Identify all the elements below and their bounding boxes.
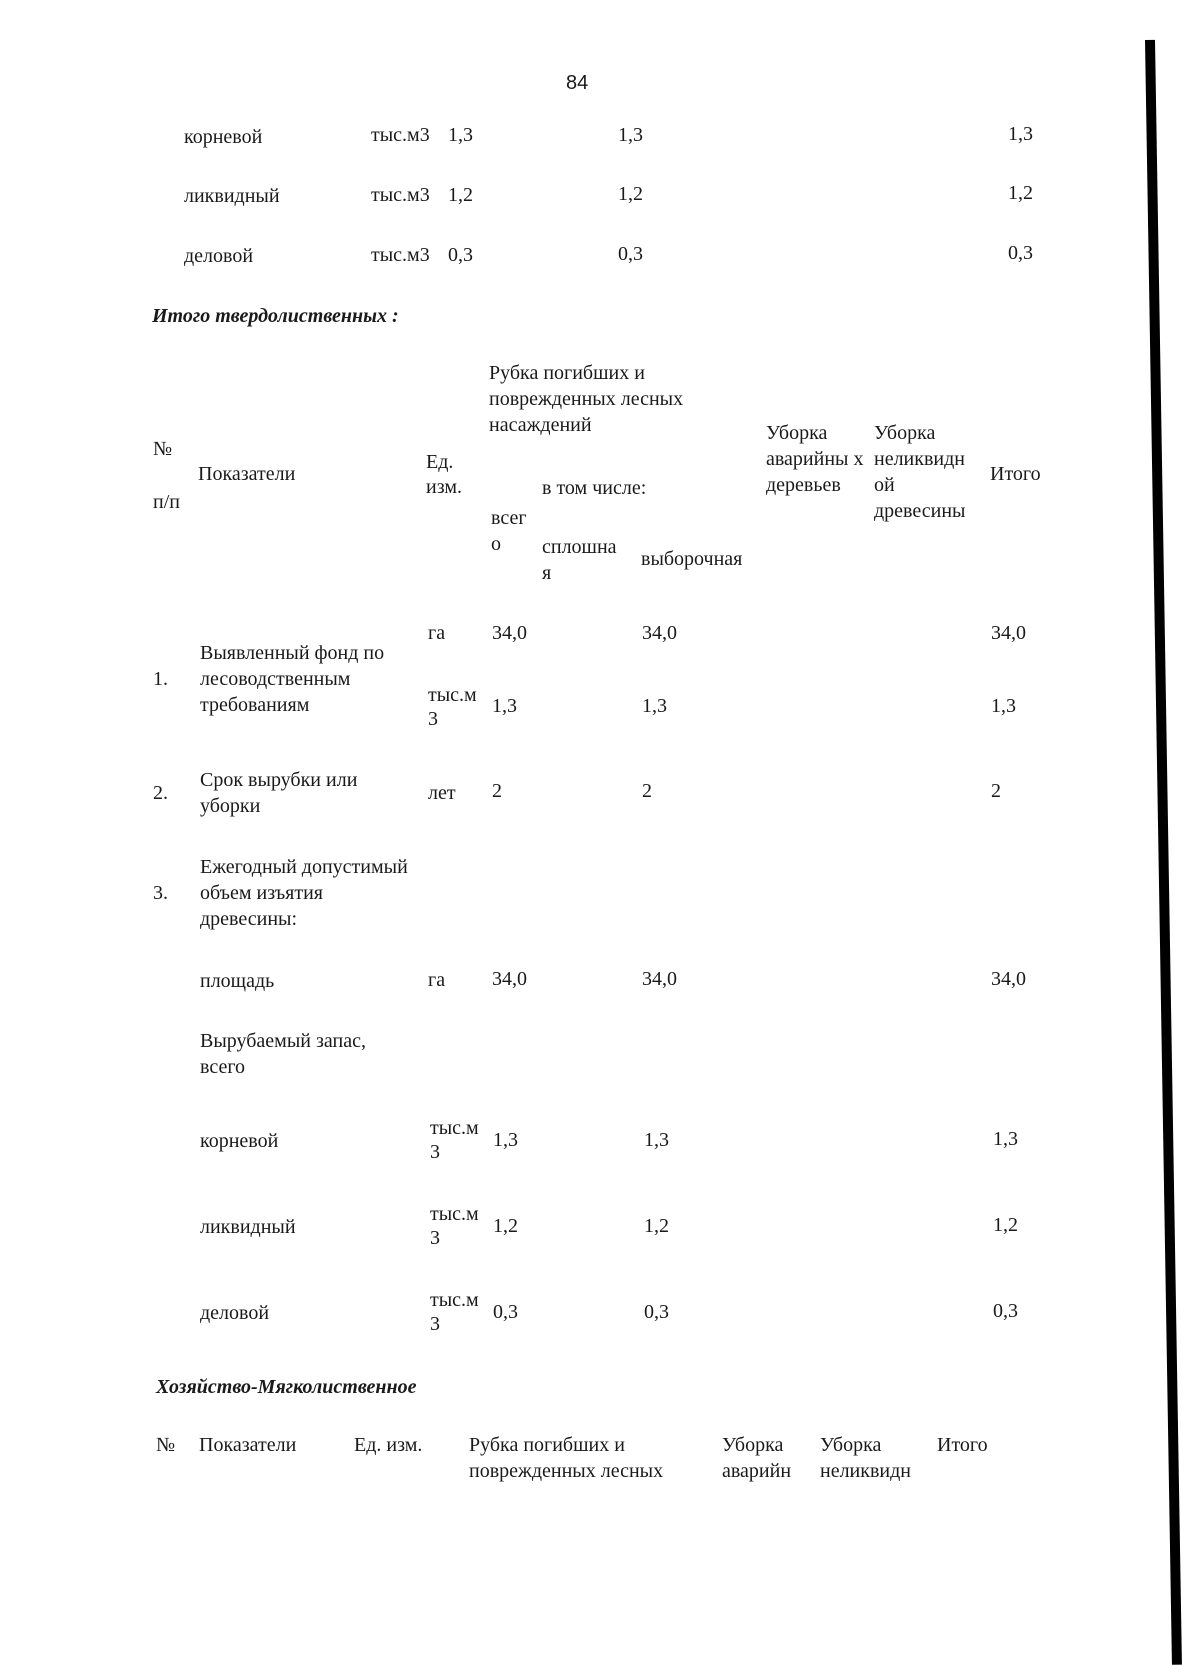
row-label: корневой (200, 1130, 279, 1152)
top-row-name: корневой (184, 126, 263, 148)
top-row-itogo: 1,3 (1008, 123, 1033, 145)
section-title-hardwood: Итого твердолиственных : (152, 305, 399, 327)
top-row-name: деловой (184, 245, 254, 267)
header-num-pp: п/п (153, 491, 180, 513)
selective-cell: 34,0 (642, 968, 677, 990)
header-clear-cut: сплошна (542, 536, 617, 558)
header-indicators: Показатели (199, 1434, 297, 1456)
itogo-cell: 1,3 (991, 695, 1016, 717)
unit-cell-2: 3 (430, 1313, 440, 1335)
top-row-itogo: 1,2 (1008, 182, 1033, 204)
itogo-cell: 2 (991, 780, 1001, 802)
page-number: 84 (566, 72, 589, 94)
itogo-cell: 34,0 (991, 968, 1026, 990)
header-felling: Рубка погибших и поврежденных лесных (469, 1434, 664, 1482)
unit-cell: га (428, 622, 446, 644)
unit-cell-2: 3 (430, 1227, 440, 1249)
selective-cell: 34,0 (642, 622, 677, 644)
total-cell: 1,3 (492, 695, 517, 717)
header-indicators: Показатели (198, 463, 296, 485)
header-unit-2: изм. (426, 476, 462, 498)
top-row-itogo: 0,3 (1008, 242, 1033, 264)
header-emergency: Уборка аварийны х деревьев (766, 422, 864, 496)
row-number: 2. (153, 782, 168, 804)
top-row-total: 1,2 (448, 184, 473, 206)
total-cell: 1,2 (493, 1215, 518, 1237)
unit-cell: тыс.м (428, 684, 477, 706)
unit-cell: тыс.м (430, 1117, 479, 1139)
unit-cell: тыс.м (430, 1203, 479, 1225)
row-label: Срок вырубки или уборки (200, 769, 358, 817)
top-row-selective: 0,3 (618, 243, 643, 265)
selective-cell: 0,3 (644, 1301, 669, 1323)
top-row-selective: 1,3 (618, 124, 643, 146)
header-itogo: Итого (937, 1434, 988, 1456)
top-row-total: 0,3 (448, 244, 473, 266)
row-label: Ежегодный допустимый объем изъятия древесины: (200, 856, 408, 930)
unit-cell: лет (428, 782, 456, 804)
header-felling: Рубка погибших и поврежденных лесных насаждений (489, 362, 684, 436)
row-label: деловой (200, 1302, 270, 1324)
selective-cell: 1,3 (642, 695, 667, 717)
header-selective: выборочная (641, 548, 743, 570)
header-num: № (153, 438, 173, 460)
top-row-unit: тыс.м3 (371, 184, 430, 206)
total-cell: 2 (492, 780, 502, 802)
section-title-softwood: Хозяйство-Мягколиственное (156, 1376, 417, 1398)
header-including: в том числе: (542, 477, 647, 499)
header-emergency: Уборка аварийн (722, 1434, 792, 1482)
header-unit: Ед. (426, 451, 454, 473)
header-clear-cut-2: я (542, 562, 552, 584)
header-total-2: о (491, 533, 501, 555)
top-row-unit: тыс.м3 (371, 124, 430, 146)
itogo-cell: 1,3 (993, 1128, 1018, 1150)
top-row-total: 1,3 (448, 124, 473, 146)
unit-cell-2: 3 (430, 1141, 440, 1163)
total-cell: 34,0 (492, 968, 527, 990)
top-row-name: ликвидный (184, 185, 280, 207)
unit-cell: га (428, 969, 446, 991)
unit-cell: тыс.м (430, 1289, 479, 1311)
selective-cell: 1,2 (644, 1215, 669, 1237)
header-num: № (156, 1434, 176, 1456)
scan-edge-line (1145, 40, 1182, 1665)
itogo-cell: 34,0 (991, 622, 1026, 644)
row-label: площадь (200, 970, 275, 992)
top-row-unit: тыс.м3 (371, 244, 430, 266)
header-unit: Ед. изм. (354, 1434, 423, 1456)
row-label: ликвидный (200, 1216, 296, 1238)
total-cell: 1,3 (493, 1129, 518, 1151)
total-cell: 34,0 (492, 622, 527, 644)
itogo-cell: 0,3 (993, 1300, 1018, 1322)
total-cell: 0,3 (493, 1301, 518, 1323)
selective-cell: 1,3 (644, 1129, 669, 1151)
row-label: Вырубаемый запас, всего (200, 1030, 366, 1078)
row-number: 1. (153, 668, 168, 690)
header-illiquid: Уборка неликвидн (820, 1434, 912, 1482)
top-row-selective: 1,2 (618, 183, 643, 205)
itogo-cell: 1,2 (993, 1214, 1018, 1236)
header-itogo: Итого (990, 463, 1041, 485)
header-illiquid: Уборка неликвидн ой древесины (874, 422, 966, 522)
row-label: Выявленный фонд по лесоводственным требованиям (200, 642, 385, 716)
row-number: 3. (153, 882, 168, 904)
unit-cell-2: 3 (428, 708, 438, 730)
selective-cell: 2 (642, 780, 652, 802)
header-total: всег (491, 507, 527, 529)
